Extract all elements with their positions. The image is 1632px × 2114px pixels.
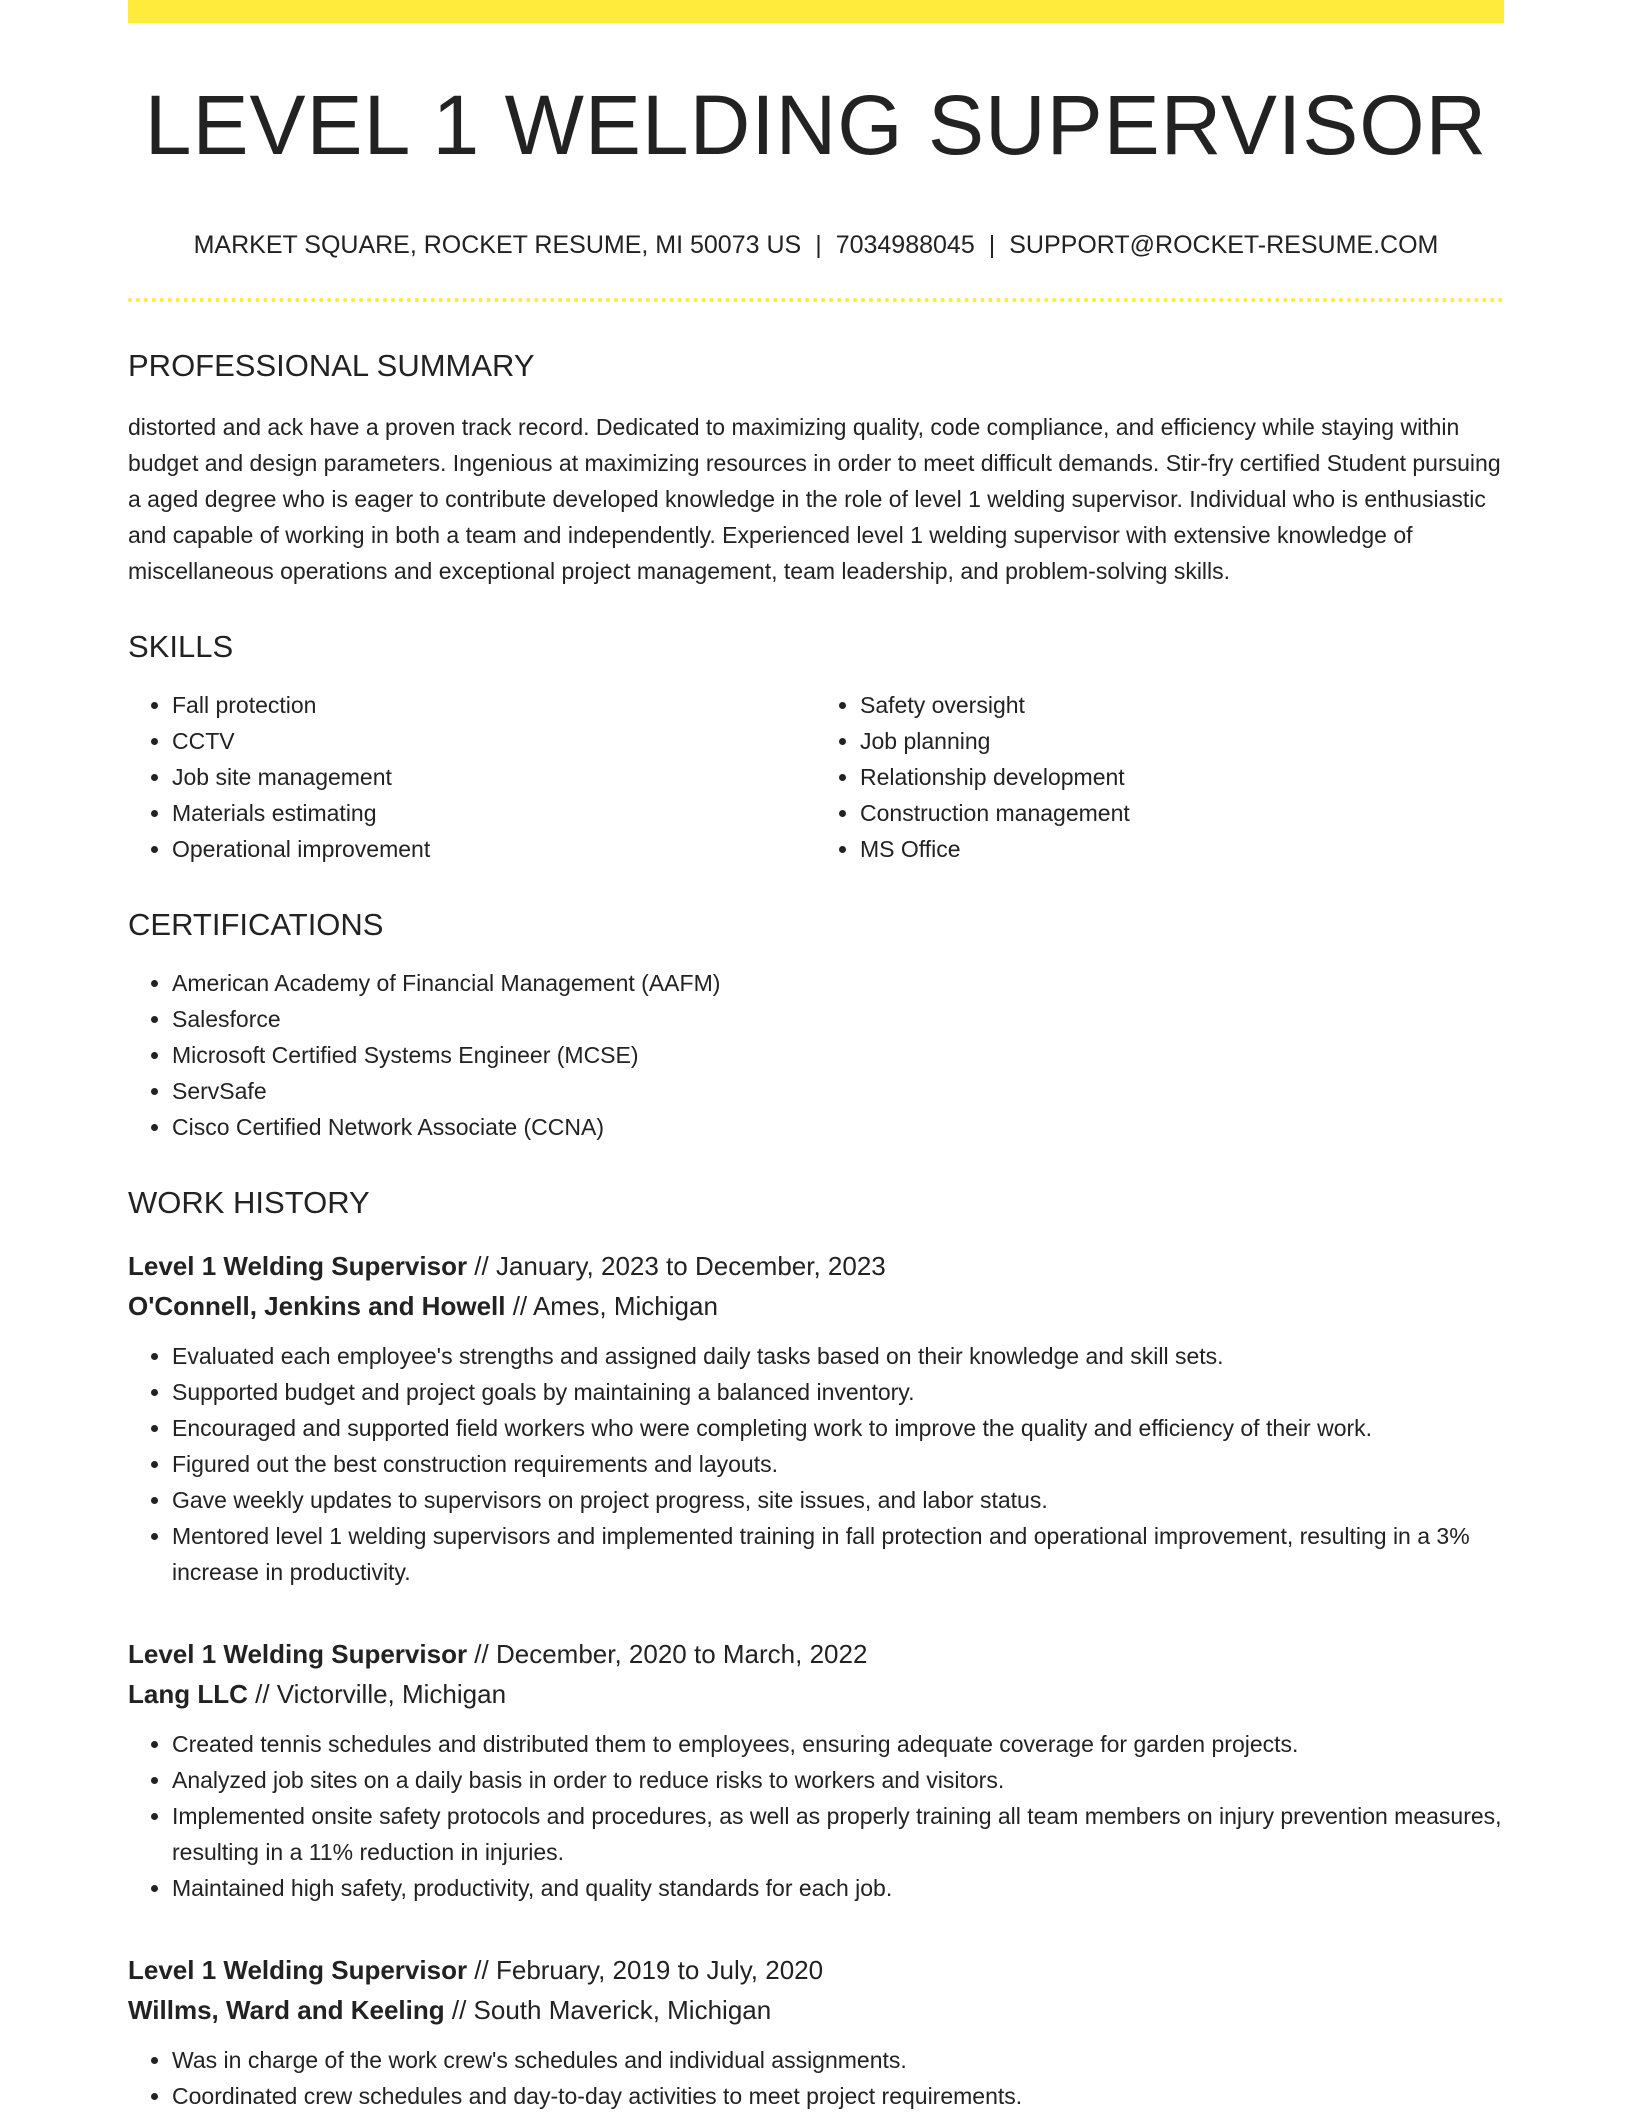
job-title-line [128, 1950, 1504, 1990]
work-history-heading: WORK HISTORY [128, 1185, 370, 1220]
certifications-heading: CERTIFICATIONS [128, 907, 384, 942]
contact-separator: | [988, 231, 996, 259]
job-bullet: • Mentored level 1 welding supervisors and implemented training in fall protection and operational improvement, resulting in a 3% increase in productivity. [172, 1518, 1504, 1590]
job-bullet: • Evaluated each employee's strengths and assigned daily tasks based on their knowledge and skill sets. [172, 1338, 1504, 1374]
summary-heading: PROFESSIONAL SUMMARY [128, 348, 535, 383]
contact-email: SUPPORT@ROCKET-RESUME.COM [1009, 231, 1439, 259]
job-dates: // January, 2023 to December, 2023 [467, 1251, 886, 1281]
job-title: Level 1 Welding Supervisor [128, 1251, 468, 1281]
dotted-divider [128, 298, 1504, 302]
skill-item: • Construction management [860, 795, 1504, 831]
job-bullet: • Coordinated crew schedules and day-to-day activities to meet project requirements. [172, 2078, 1504, 2114]
contact-phone: 7034988045 [835, 231, 975, 259]
skills-list-right [816, 687, 1504, 867]
resume-name: LEVEL 1 WELDING SUPERVISOR [144, 78, 1488, 172]
skill-item: • Operational improvement [172, 831, 816, 867]
job-bullet: • Analyzed job sites on a daily basis in order to reduce risks to workers and visitors. [172, 1762, 1504, 1798]
job-bullet: • Figured out the best construction requirements and layouts. [172, 1446, 1504, 1482]
skill-item: • MS Office [860, 831, 1504, 867]
contact-separator: | [815, 231, 822, 259]
job-bullet: • Created tennis schedules and distributed them to employees, ensuring adequate coverage for garden projects. [172, 1726, 1504, 1762]
job-company: Willms, Ward and Keeling [128, 1995, 445, 2025]
skill-item: • Relationship development [860, 759, 1504, 795]
summary-text: distorted and ack have a proven track record. Dedicated to maximizing quality, code compliance, and efficiency while staying within budget and design parameters. Ingenious at maximizing resources in order to meet difficult demands. Stir-fry certified Student pursuing a aged degree who is eager to contribute developed knowledge in the role of level 1 welding supervisor. Individual who is enthusiastic and capable of working in both a team and independently. Experienced level 1 welding supervisor with extensive knowledge of miscellaneous operations and exceptional project management, team leadership, and problem-solving skills. [128, 414, 1501, 584]
summary-section [128, 350, 1504, 589]
job-location: // South Maverick, Michigan [444, 1995, 772, 2025]
contact-line [128, 233, 1504, 258]
skill-item: • Job planning [860, 723, 1504, 759]
job-bullet: • Maintained high safety, productivity, and quality standards for each job. [172, 1870, 1504, 1906]
job-bullets [128, 1726, 1504, 1906]
skills-section [128, 631, 1504, 867]
resume-page [128, 0, 1504, 2114]
skill-item: • Safety oversight [860, 687, 1504, 723]
skills-list-left [128, 687, 816, 867]
job-bullet: • Gave weekly updates to supervisors on project progress, site issues, and labor status. [172, 1482, 1504, 1518]
skill-item: • CCTV [172, 723, 816, 759]
job-title-line [128, 1246, 1504, 1286]
job-bullet: • Supported budget and project goals by maintaining a balanced inventory. [172, 1374, 1504, 1410]
job-title: Level 1 Welding Supervisor [128, 1639, 468, 1669]
skill-item: • Job site management [172, 759, 816, 795]
job-title-line [128, 1634, 1504, 1674]
top-accent-bar [128, 0, 1504, 23]
job-dates: // December, 2020 to March, 2022 [467, 1639, 868, 1669]
job-company-line [128, 1990, 1504, 2030]
certification-item: • Microsoft Certified Systems Engineer (MCSE) [172, 1037, 1504, 1073]
job-bullets [128, 1338, 1504, 1590]
certification-item: • ServSafe [172, 1073, 1504, 1109]
job-company: O'Connell, Jenkins and Howell [128, 1291, 506, 1321]
job-bullet: • Implemented onsite safety protocols and procedures, as well as properly training all team members on injury prevention measures, resulting in a 11% reduction in injuries. [172, 1798, 1504, 1870]
job-dates: // February, 2019 to July, 2020 [467, 1955, 824, 1985]
certification-item: • Cisco Certified Network Associate (CCNA) [172, 1109, 1504, 1145]
job-company: Lang LLC [128, 1679, 248, 1709]
job-entry [128, 1634, 1504, 1906]
job-entry [128, 1950, 1504, 2114]
job-company-line [128, 1286, 1504, 1326]
job-location: // Ames, Michigan [505, 1291, 718, 1321]
skills-heading: SKILLS [128, 629, 234, 664]
job-title: Level 1 Welding Supervisor [128, 1955, 468, 1985]
certification-item: • American Academy of Financial Management (AAFM) [172, 965, 1504, 1001]
contact-address: MARKET SQUARE, ROCKET RESUME, MI 50073 US [193, 231, 802, 259]
skill-item: • Fall protection [172, 687, 816, 723]
job-location: // Victorville, Michigan [247, 1679, 507, 1709]
job-company-line [128, 1674, 1504, 1714]
certification-item: • Salesforce [172, 1001, 1504, 1037]
job-entry [128, 1246, 1504, 1590]
job-bullet: • Was in charge of the work crew's schedules and individual assignments. [172, 2042, 1504, 2078]
work-history-section [128, 1187, 1504, 2114]
skill-item: • Materials estimating [172, 795, 816, 831]
skills-grid [128, 687, 1504, 867]
job-bullets [128, 2042, 1504, 2114]
certifications-section [128, 909, 1504, 1145]
certifications-list [128, 965, 1504, 1145]
job-bullet: • Encouraged and supported field workers who were completing work to improve the quality and efficiency of their work. [172, 1410, 1504, 1446]
